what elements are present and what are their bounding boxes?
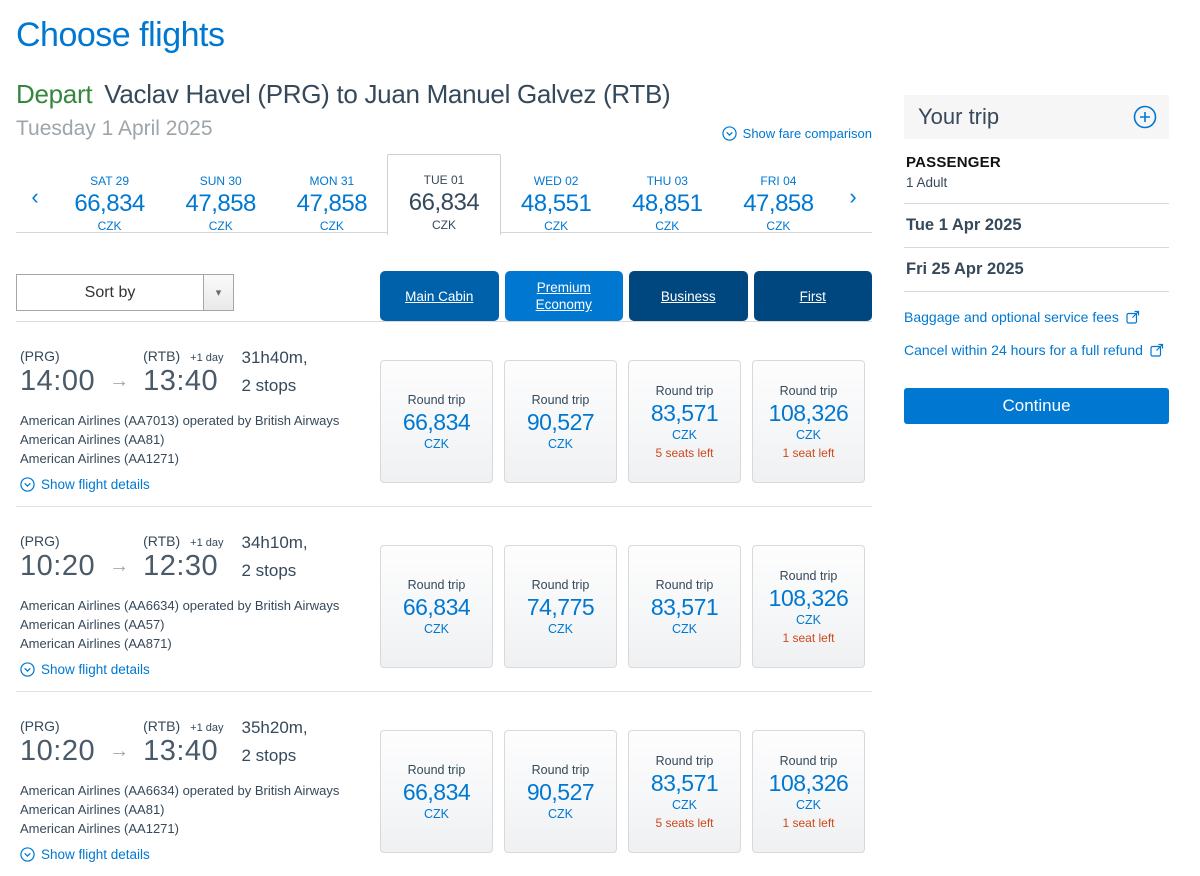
date-cell-mon-31[interactable] (276, 161, 387, 232)
date-strip (16, 161, 872, 233)
fare-currency: CZK (548, 436, 573, 451)
external-link-icon (1126, 310, 1140, 324)
date-day-label: THU 03 (646, 174, 688, 188)
airline-line: American Airlines (AA871) (20, 636, 172, 651)
fare-currency: CZK (672, 797, 697, 812)
external-link-icon (1150, 343, 1164, 357)
chevron-down-circle-icon (722, 126, 737, 141)
fare-card[interactable] (752, 730, 865, 853)
chevron-down-circle-icon (20, 477, 35, 492)
flight-info (16, 348, 380, 492)
fare-card[interactable] (504, 360, 617, 483)
airline-line: American Airlines (AA57) (20, 617, 165, 632)
arrive-time: 12:30 (143, 550, 219, 582)
airline-line: American Airlines (AA6634) operated by British Airways (20, 598, 340, 613)
your-trip-title: Your trip (918, 104, 1000, 129)
date-day-label: SAT 29 (90, 174, 130, 188)
baggage-fees-link[interactable] (904, 309, 1169, 325)
date-price: 48,551 (520, 190, 592, 217)
fare-currency: CZK (672, 427, 697, 442)
airline-line: American Airlines (AA7013) operated by British Airways (20, 413, 340, 428)
date-cell-thu-03[interactable] (612, 161, 723, 232)
fare-currency: CZK (424, 621, 449, 636)
date-price: 66,834 (408, 189, 480, 216)
fare-card[interactable] (628, 730, 741, 853)
show-flight-details-label: Show flight details (41, 477, 150, 492)
passenger-section (904, 139, 1169, 204)
fare-type-label: Round trip (407, 762, 466, 777)
flight-info (16, 533, 380, 677)
show-fare-comparison-label: Show fare comparison (742, 126, 872, 141)
fare-card[interactable] (628, 360, 741, 483)
baggage-fees-label: Baggage and optional service fees (904, 309, 1119, 325)
stops-text: 2 stops (241, 376, 297, 395)
date-price: 47,858 (296, 190, 368, 217)
departure-date-text: Tuesday 1 April 2025 (16, 117, 213, 140)
date-currency: CZK (97, 219, 122, 233)
date-currency: CZK (431, 218, 456, 232)
fare-type-label: Round trip (531, 392, 590, 407)
fare-card[interactable] (504, 545, 617, 668)
date-day-label: WED 02 (533, 174, 579, 188)
arrow-right-icon: → (109, 555, 130, 577)
airlines-list (20, 596, 380, 653)
caret-down-icon[interactable]: ▾ (203, 275, 233, 310)
origin-code: (PRG) (20, 533, 60, 549)
cabin-tab-first[interactable] (754, 271, 873, 321)
fare-type-label: Round trip (779, 383, 838, 398)
fare-seats-note: 1 seat left (782, 630, 835, 645)
fare-price: 90,527 (526, 778, 595, 805)
date-day-label: SUN 30 (199, 174, 242, 188)
your-trip-sidebar (904, 95, 1169, 424)
airline-line: American Airlines (AA81) (20, 432, 165, 447)
fare-type-label: Round trip (779, 568, 838, 583)
date-cell-fri-04[interactable] (723, 161, 834, 232)
fare-type-label: Round trip (407, 577, 466, 592)
fare-price: 108,326 (768, 399, 849, 426)
flight-row (16, 322, 872, 506)
sort-and-cabin-row (16, 271, 872, 322)
stops-text: 2 stops (241, 561, 297, 580)
show-flight-details-label: Show flight details (41, 847, 150, 862)
date-day-label: FRI 04 (760, 174, 797, 188)
flight-row (16, 691, 872, 876)
duration-text: 31h40m, (241, 348, 308, 367)
passenger-label: PASSENGER (906, 154, 1001, 171)
fare-currency: CZK (424, 806, 449, 821)
depart-time: 10:20 (20, 550, 96, 582)
fare-card[interactable] (380, 545, 493, 668)
page-title: Choose flights (16, 16, 225, 54)
cabin-tab-main-cabin[interactable] (380, 271, 499, 321)
duration-text: 34h10m, (241, 533, 308, 552)
sort-by-select[interactable] (16, 274, 234, 311)
fare-card[interactable] (752, 545, 865, 668)
fare-price: 74,775 (526, 593, 595, 620)
fare-type-label: Round trip (779, 753, 838, 768)
date-currency: CZK (655, 219, 680, 233)
airlines-list (20, 781, 380, 838)
fare-type-label: Round trip (655, 753, 714, 768)
prev-dates-button[interactable]: ‹ (16, 161, 54, 232)
fare-price: 90,527 (526, 408, 595, 435)
date-price: 66,834 (74, 190, 145, 217)
fare-type-label: Round trip (531, 762, 590, 777)
fare-currency: CZK (672, 621, 697, 636)
fare-card[interactable] (752, 360, 865, 483)
cancel-refund-link[interactable] (904, 342, 1169, 358)
fare-type-label: Round trip (531, 577, 590, 592)
arrow-right-icon: → (109, 370, 130, 392)
fare-type-label: Round trip (407, 392, 466, 407)
cabin-tab-business[interactable] (629, 271, 748, 321)
date-currency: CZK (544, 219, 569, 233)
date-cell-sun-30[interactable] (165, 161, 276, 232)
flight-results-list (16, 322, 872, 876)
cabin-tab-label: Business (660, 288, 716, 304)
fare-currency: CZK (548, 806, 573, 821)
origin-code: (PRG) (20, 348, 60, 364)
cabin-tab-label: First (799, 288, 826, 304)
flight-row (16, 506, 872, 691)
continue-button[interactable]: Continue (904, 388, 1169, 424)
fare-seats-note: 5 seats left (655, 815, 714, 830)
fare-price: 108,326 (768, 769, 849, 796)
fare-currency: CZK (424, 436, 449, 451)
origin-code: (PRG) (20, 718, 60, 734)
fare-seats-note: 1 seat left (782, 815, 835, 830)
fare-currency: CZK (796, 427, 821, 442)
date-cell-wed-02[interactable] (501, 161, 612, 232)
fare-currency: CZK (548, 621, 573, 636)
fare-price: 66,834 (402, 593, 471, 620)
arrive-time: 13:40 (143, 365, 219, 397)
show-fare-comparison-link[interactable] (722, 126, 872, 141)
show-flight-details-label: Show flight details (41, 662, 150, 677)
arrow-right-icon: → (109, 740, 130, 762)
flight-info (16, 718, 380, 862)
plus-day-label: +1 day (190, 537, 224, 549)
fare-type-label: Round trip (655, 383, 714, 398)
cabin-tab-label: Premium Economy (535, 280, 592, 312)
date-cell-tue-01[interactable] (387, 154, 500, 235)
plus-day-label: +1 day (190, 352, 224, 364)
airline-line: American Airlines (AA81) (20, 802, 165, 817)
results-column (16, 79, 872, 876)
cabin-tab-premium-economy[interactable] (505, 271, 624, 321)
chevron-down-circle-icon (20, 662, 35, 677)
depart-time: 10:20 (20, 735, 96, 767)
fare-seats-note: 1 seat left (782, 445, 835, 460)
date-currency: CZK (208, 219, 233, 233)
fare-seats-note: 5 seats left (655, 445, 714, 460)
choose-flights-page (0, 16, 1200, 876)
date-currency: CZK (319, 219, 344, 233)
destination-code: (RTB) (143, 718, 181, 734)
date-cell-sat-29[interactable] (54, 161, 165, 232)
passenger-value: 1 Adult (906, 175, 948, 190)
stops-text: 2 stops (241, 746, 297, 765)
fare-options (380, 730, 865, 862)
destination-code: (RTB) (143, 348, 181, 364)
fare-type-label: Round trip (655, 577, 714, 592)
next-dates-button[interactable]: › (834, 161, 872, 232)
date-price: 48,851 (632, 190, 703, 217)
fare-card[interactable] (628, 545, 741, 668)
your-trip-header (904, 95, 1169, 139)
fare-price: 83,571 (650, 399, 719, 426)
trip-depart-date: Tue 1 Apr 2025 (904, 204, 1169, 248)
fare-currency: CZK (796, 797, 821, 812)
airline-line: American Airlines (AA6634) operated by British Airways (20, 783, 340, 798)
date-price: 47,858 (185, 190, 256, 217)
route-text: Vaclav Havel (PRG) to Juan Manuel Galvez (RTB) (104, 79, 671, 109)
arrive-time: 13:40 (143, 735, 219, 767)
cabin-tab-label: Main Cabin (405, 288, 474, 304)
trip-return-date: Fri 25 Apr 2025 (904, 248, 1169, 292)
fare-options (380, 545, 865, 677)
fare-card[interactable] (380, 360, 493, 483)
date-day-label: TUE 01 (423, 173, 465, 187)
fare-currency: CZK (796, 612, 821, 627)
depart-heading (16, 79, 872, 110)
date-day-label: MON 31 (309, 174, 355, 188)
cancel-refund-label: Cancel within 24 hours for a full refund (904, 342, 1143, 358)
fare-card[interactable] (380, 730, 493, 853)
airline-line: American Airlines (AA1271) (20, 451, 179, 466)
show-flight-details-link[interactable] (20, 477, 380, 492)
fare-price: 83,571 (650, 593, 719, 620)
plus-day-label: +1 day (190, 722, 224, 734)
fare-price: 66,834 (402, 778, 471, 805)
date-currency: CZK (766, 219, 791, 233)
date-price: 47,858 (743, 190, 814, 217)
duration-text: 35h20m, (241, 718, 308, 737)
depart-label: Depart (16, 79, 93, 109)
fare-options (380, 360, 865, 492)
plus-circle-icon[interactable] (1133, 105, 1157, 129)
depart-time: 14:00 (20, 365, 96, 397)
fare-price: 108,326 (768, 584, 849, 611)
airlines-list (20, 411, 380, 468)
show-flight-details-link[interactable] (20, 662, 380, 677)
sort-by-label: Sort by (84, 283, 136, 301)
fare-price: 83,571 (650, 769, 719, 796)
destination-code: (RTB) (143, 533, 181, 549)
fare-price: 66,834 (402, 408, 471, 435)
airline-line: American Airlines (AA1271) (20, 821, 179, 836)
fare-card[interactable] (504, 730, 617, 853)
